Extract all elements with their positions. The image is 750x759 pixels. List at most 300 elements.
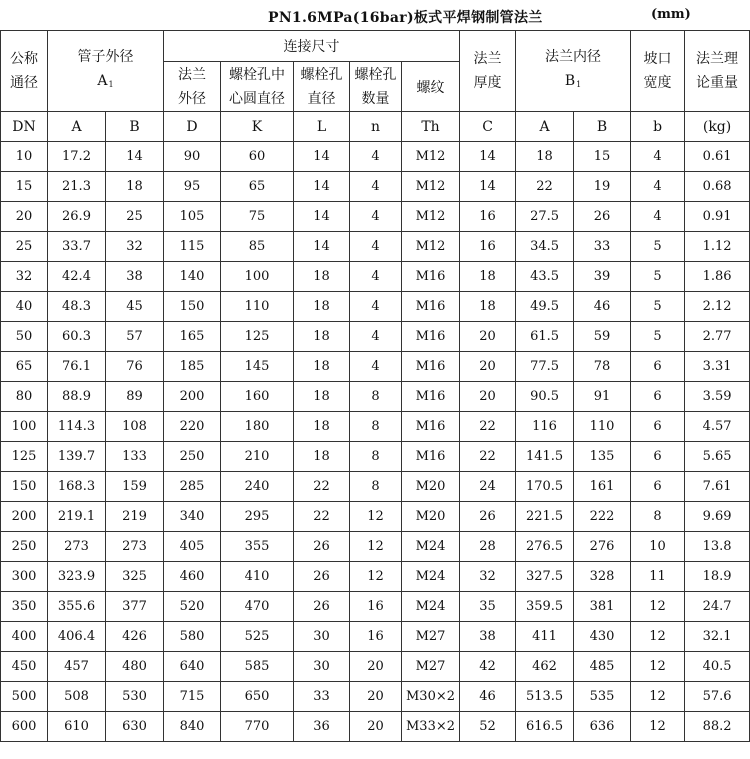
table-cell: 222 [574, 502, 631, 532]
table-cell: 273 [48, 532, 106, 562]
table-row [1, 622, 750, 652]
table-cell: 535 [574, 682, 631, 712]
table-cell: 133 [106, 442, 164, 472]
table-cell: 27.5 [516, 202, 574, 232]
table-cell: 5 [631, 262, 685, 292]
table-cell: 16 [460, 202, 516, 232]
table-cell: 18.9 [685, 562, 750, 592]
table-cell: 250 [1, 532, 48, 562]
table-cell: M16 [402, 412, 460, 442]
table-row [1, 202, 750, 232]
table-cell: 19 [574, 172, 631, 202]
table-cell: 34.5 [516, 232, 574, 262]
table-cell: 4 [350, 292, 402, 322]
table-cell: 430 [574, 622, 631, 652]
table-cell: 100 [1, 412, 48, 442]
header-dn: 公称 通径 [1, 31, 48, 112]
table-cell: 76.1 [48, 352, 106, 382]
table-row [1, 682, 750, 712]
table-cell: 276 [574, 532, 631, 562]
table-cell: 377 [106, 592, 164, 622]
table-cell: 457 [48, 652, 106, 682]
table-row [1, 322, 750, 352]
table-cell: 381 [574, 592, 631, 622]
table-cell: 405 [164, 532, 221, 562]
table-cell: 273 [106, 532, 164, 562]
table-cell: 91 [574, 382, 631, 412]
header-weight: 法兰理 论重量 [685, 31, 750, 112]
table-cell: 13.8 [685, 532, 750, 562]
table-cell: 15 [1, 172, 48, 202]
table-cell: M24 [402, 532, 460, 562]
table-cell: 276.5 [516, 532, 574, 562]
table-cell: M12 [402, 172, 460, 202]
table-cell: 18 [294, 442, 350, 472]
header-code: B [574, 112, 631, 142]
table-cell: 165 [164, 322, 221, 352]
table-cell: 10 [1, 142, 48, 172]
table-cell: 76 [106, 352, 164, 382]
table-cell: M27 [402, 622, 460, 652]
table-cell: 185 [164, 352, 221, 382]
table-cell: M30×2 [402, 682, 460, 712]
table-cell: 32 [460, 562, 516, 592]
header-thread: 螺纹 [402, 62, 460, 112]
table-cell: 4.57 [685, 412, 750, 442]
table-cell: M20 [402, 472, 460, 502]
table-cell: 219 [106, 502, 164, 532]
table-cell: 45 [106, 292, 164, 322]
table-cell: 470 [221, 592, 294, 622]
header-thickness: 法兰 厚度 [460, 31, 516, 112]
table-cell: 210 [221, 442, 294, 472]
table-cell: M12 [402, 202, 460, 232]
table-row [1, 442, 750, 472]
table-cell: 139.7 [48, 442, 106, 472]
table-cell: 3.31 [685, 352, 750, 382]
table-cell: 20 [460, 352, 516, 382]
table-cell: 48.3 [48, 292, 106, 322]
table-cell: 520 [164, 592, 221, 622]
table-cell: 20 [350, 652, 402, 682]
table-cell: 300 [1, 562, 48, 592]
table-cell: 9.69 [685, 502, 750, 532]
table-cell: 616.5 [516, 712, 574, 742]
table-body [1, 142, 750, 742]
table-cell: 14 [460, 142, 516, 172]
header-code: D [164, 112, 221, 142]
table-cell: 508 [48, 682, 106, 712]
table-cell: 10 [631, 532, 685, 562]
table-cell: 26 [294, 592, 350, 622]
header-bevel: 坡口 宽度 [631, 31, 685, 112]
table-row [1, 532, 750, 562]
table-row [1, 412, 750, 442]
table-cell: 20 [1, 202, 48, 232]
table-cell: 840 [164, 712, 221, 742]
table-cell: 285 [164, 472, 221, 502]
table-cell: 350 [1, 592, 48, 622]
table-cell: 6 [631, 442, 685, 472]
header-conn-dims: 连接尺寸 [164, 31, 460, 62]
table-cell: 4 [350, 202, 402, 232]
table-cell: 8 [350, 472, 402, 502]
table-row [1, 652, 750, 682]
table-row [1, 382, 750, 412]
table-cell: 18 [294, 322, 350, 352]
table-row [1, 262, 750, 292]
table-cell: 22 [294, 502, 350, 532]
table-cell: 159 [106, 472, 164, 502]
table-cell: 18 [294, 262, 350, 292]
table-cell: 16 [350, 622, 402, 652]
table-cell: 108 [106, 412, 164, 442]
table-cell: 61.5 [516, 322, 574, 352]
table-cell: 38 [460, 622, 516, 652]
table-cell: 250 [164, 442, 221, 472]
table-cell: 4 [631, 202, 685, 232]
table-cell: 39 [574, 262, 631, 292]
table-cell: 4 [631, 142, 685, 172]
table-cell: M33×2 [402, 712, 460, 742]
header-code: n [350, 112, 402, 142]
table-cell: 50 [1, 322, 48, 352]
table-cell: 110 [221, 292, 294, 322]
table-cell: 426 [106, 622, 164, 652]
table-cell: 161 [574, 472, 631, 502]
table-cell: M16 [402, 262, 460, 292]
table-cell: 89 [106, 382, 164, 412]
table-cell: 6 [631, 352, 685, 382]
table-cell: 30 [294, 652, 350, 682]
table-cell: 125 [1, 442, 48, 472]
table-cell: 33.7 [48, 232, 106, 262]
table-cell: 355.6 [48, 592, 106, 622]
table-cell: M16 [402, 322, 460, 352]
table-cell: 25 [1, 232, 48, 262]
table-cell: 1.12 [685, 232, 750, 262]
header-code: Th [402, 112, 460, 142]
table-cell: 26 [460, 502, 516, 532]
table-cell: 52 [460, 712, 516, 742]
header-code-dn: DN [1, 112, 48, 142]
table-cell: 65 [1, 352, 48, 382]
table-cell: 2.77 [685, 322, 750, 352]
table-cell: 610 [48, 712, 106, 742]
table-cell: 60 [221, 142, 294, 172]
table-cell: 355 [221, 532, 294, 562]
table-cell: 22 [460, 412, 516, 442]
table-cell: 4 [350, 322, 402, 352]
header-code: A [516, 112, 574, 142]
table-cell: 114.3 [48, 412, 106, 442]
table-cell: 400 [1, 622, 48, 652]
table-row [1, 292, 750, 322]
table-cell: 3.59 [685, 382, 750, 412]
table-cell: 462 [516, 652, 574, 682]
table-cell: 200 [164, 382, 221, 412]
header-row-codes [1, 112, 750, 142]
table-cell: 88.2 [685, 712, 750, 742]
table-cell: 24 [460, 472, 516, 502]
table-cell: 5 [631, 292, 685, 322]
table-cell: 12 [350, 562, 402, 592]
table-cell: 6 [631, 472, 685, 502]
table-cell: 328 [574, 562, 631, 592]
unit-label: (mm) [651, 7, 691, 22]
table-title: PN1.6MPa(16bar)板式平焊钢制管法兰 [268, 10, 543, 26]
table-cell: 8 [350, 412, 402, 442]
table-cell: 16 [350, 592, 402, 622]
header-code: B [106, 112, 164, 142]
table-cell: 57.6 [685, 682, 750, 712]
table-cell: 18 [294, 412, 350, 442]
table-cell: 295 [221, 502, 294, 532]
table-cell: 6 [631, 412, 685, 442]
table-cell: 525 [221, 622, 294, 652]
table-cell: 18 [294, 382, 350, 412]
table-cell: 42 [460, 652, 516, 682]
table-cell: 180 [221, 412, 294, 442]
table-row [1, 712, 750, 742]
table-cell: 57 [106, 322, 164, 352]
table-cell: 150 [164, 292, 221, 322]
table-cell: 42.4 [48, 262, 106, 292]
table-cell: 12 [631, 622, 685, 652]
table-cell: 14 [294, 142, 350, 172]
table-cell: 20 [460, 382, 516, 412]
table-cell: 0.91 [685, 202, 750, 232]
table-cell: 12 [631, 592, 685, 622]
table-cell: 110 [574, 412, 631, 442]
header-code: C [460, 112, 516, 142]
header-code: A [48, 112, 106, 142]
table-cell: 715 [164, 682, 221, 712]
table-row [1, 352, 750, 382]
table-cell: 12 [631, 652, 685, 682]
table-row [1, 562, 750, 592]
header-row-1 [1, 31, 750, 62]
header-code: (kg) [685, 112, 750, 142]
table-cell: 8 [631, 502, 685, 532]
table-cell: 22 [516, 172, 574, 202]
table-cell: 40.5 [685, 652, 750, 682]
table-cell: 325 [106, 562, 164, 592]
table-row [1, 172, 750, 202]
table-cell: 7.61 [685, 472, 750, 502]
table-cell: 26 [294, 532, 350, 562]
table-cell: 125 [221, 322, 294, 352]
table-cell: 59 [574, 322, 631, 352]
table-cell: 8 [350, 442, 402, 472]
table-cell: 4 [350, 352, 402, 382]
table-row [1, 592, 750, 622]
table-cell: M24 [402, 562, 460, 592]
table-cell: 12 [350, 532, 402, 562]
table-cell: 650 [221, 682, 294, 712]
table-cell: M16 [402, 352, 460, 382]
table-cell: 513.5 [516, 682, 574, 712]
table-cell: 500 [1, 682, 48, 712]
header-code: K [221, 112, 294, 142]
table-cell: 359.5 [516, 592, 574, 622]
header-code: b [631, 112, 685, 142]
table-cell: M24 [402, 592, 460, 622]
table-cell: 116 [516, 412, 574, 442]
table-cell: 18 [294, 352, 350, 382]
table-cell: 43.5 [516, 262, 574, 292]
table-cell: 17.2 [48, 142, 106, 172]
table-cell: 14 [294, 172, 350, 202]
table-cell: 240 [221, 472, 294, 502]
table-cell: 15 [574, 142, 631, 172]
table-cell: 32 [106, 232, 164, 262]
table-cell: M16 [402, 382, 460, 412]
table-cell: 14 [460, 172, 516, 202]
title-row [0, 0, 750, 30]
table-cell: 460 [164, 562, 221, 592]
table-cell: 38 [106, 262, 164, 292]
table-cell: 140 [164, 262, 221, 292]
table-cell: 160 [221, 382, 294, 412]
header-bolt-hole-num: 螺栓孔 数量 [350, 62, 402, 112]
table-cell: 18 [106, 172, 164, 202]
header-flange-id: 法兰内径 $B_1$ [516, 31, 631, 112]
table-cell: 170.5 [516, 472, 574, 502]
table-cell: 33 [294, 682, 350, 712]
table-cell: 323.9 [48, 562, 106, 592]
table-cell: 18 [460, 262, 516, 292]
table-cell: 95 [164, 172, 221, 202]
table-cell: M20 [402, 502, 460, 532]
table-cell: 480 [106, 652, 164, 682]
table-cell: 12 [350, 502, 402, 532]
table-cell: 46 [574, 292, 631, 322]
header-code: L [294, 112, 350, 142]
table-cell: 580 [164, 622, 221, 652]
table-cell: 20 [350, 682, 402, 712]
table-cell: 46 [460, 682, 516, 712]
table-cell: 141.5 [516, 442, 574, 472]
table-cell: 105 [164, 202, 221, 232]
table-cell: 200 [1, 502, 48, 532]
table-cell: 14 [294, 232, 350, 262]
table-cell: 21.3 [48, 172, 106, 202]
table-cell: 36 [294, 712, 350, 742]
table-cell: 18 [516, 142, 574, 172]
table-cell: 5 [631, 232, 685, 262]
table-cell: 4 [350, 172, 402, 202]
table-cell: 406.4 [48, 622, 106, 652]
table-cell: 770 [221, 712, 294, 742]
table-cell: 90 [164, 142, 221, 172]
table-cell: 85 [221, 232, 294, 262]
table-cell: 90.5 [516, 382, 574, 412]
table-cell: 1.86 [685, 262, 750, 292]
table-cell: 4 [350, 262, 402, 292]
table-cell: 32 [1, 262, 48, 292]
table-cell: 340 [164, 502, 221, 532]
table-cell: 22 [294, 472, 350, 502]
table-cell: 14 [106, 142, 164, 172]
table-cell: 12 [631, 712, 685, 742]
table-cell: 600 [1, 712, 48, 742]
table-cell: 18 [460, 292, 516, 322]
table-cell: 4 [350, 142, 402, 172]
table-cell: 77.5 [516, 352, 574, 382]
table-cell: 5 [631, 322, 685, 352]
table-cell: 18 [294, 292, 350, 322]
table-row [1, 142, 750, 172]
table-cell: 630 [106, 712, 164, 742]
header-bolt-hole-dia: 螺栓孔 直径 [294, 62, 350, 112]
table-cell: 88.9 [48, 382, 106, 412]
flange-table [0, 30, 750, 742]
table-cell: M16 [402, 442, 460, 472]
table-cell: 135 [574, 442, 631, 472]
table-cell: 145 [221, 352, 294, 382]
table-cell: 411 [516, 622, 574, 652]
table-cell: 640 [164, 652, 221, 682]
table-cell: 8 [350, 382, 402, 412]
table-cell: 25 [106, 202, 164, 232]
table-cell: 100 [221, 262, 294, 292]
table-cell: 78 [574, 352, 631, 382]
table-cell: 14 [294, 202, 350, 232]
table-cell: M12 [402, 142, 460, 172]
table-row [1, 502, 750, 532]
table-cell: M27 [402, 652, 460, 682]
table-cell: 450 [1, 652, 48, 682]
table-cell: 530 [106, 682, 164, 712]
table-cell: 65 [221, 172, 294, 202]
table-cell: 0.61 [685, 142, 750, 172]
table-cell: M16 [402, 292, 460, 322]
table-cell: 0.68 [685, 172, 750, 202]
table-cell: 33 [574, 232, 631, 262]
table-cell: 60.3 [48, 322, 106, 352]
table-cell: 219.1 [48, 502, 106, 532]
table-cell: 585 [221, 652, 294, 682]
table-cell: 28 [460, 532, 516, 562]
table-cell: 22 [460, 442, 516, 472]
table-cell: M12 [402, 232, 460, 262]
table-cell: 20 [350, 712, 402, 742]
table-cell: 26.9 [48, 202, 106, 232]
table-cell: 30 [294, 622, 350, 652]
table-cell: 40 [1, 292, 48, 322]
table-row [1, 232, 750, 262]
header-pipe-od: 管子外径 $A_1$ [48, 31, 164, 112]
table-cell: 485 [574, 652, 631, 682]
table-cell: 4 [631, 172, 685, 202]
table-cell: 12 [631, 682, 685, 712]
table-cell: 20 [460, 322, 516, 352]
table-cell: 16 [460, 232, 516, 262]
table-cell: 75 [221, 202, 294, 232]
table-row [1, 472, 750, 502]
table-cell: 26 [574, 202, 631, 232]
table-cell: 220 [164, 412, 221, 442]
table-cell: 150 [1, 472, 48, 502]
table-cell: 80 [1, 382, 48, 412]
header-bolt-circle: 螺栓孔中 心圆直径 [221, 62, 294, 112]
table-cell: 5.65 [685, 442, 750, 472]
table-cell: 26 [294, 562, 350, 592]
table-cell: 35 [460, 592, 516, 622]
table-cell: 49.5 [516, 292, 574, 322]
table-cell: 410 [221, 562, 294, 592]
